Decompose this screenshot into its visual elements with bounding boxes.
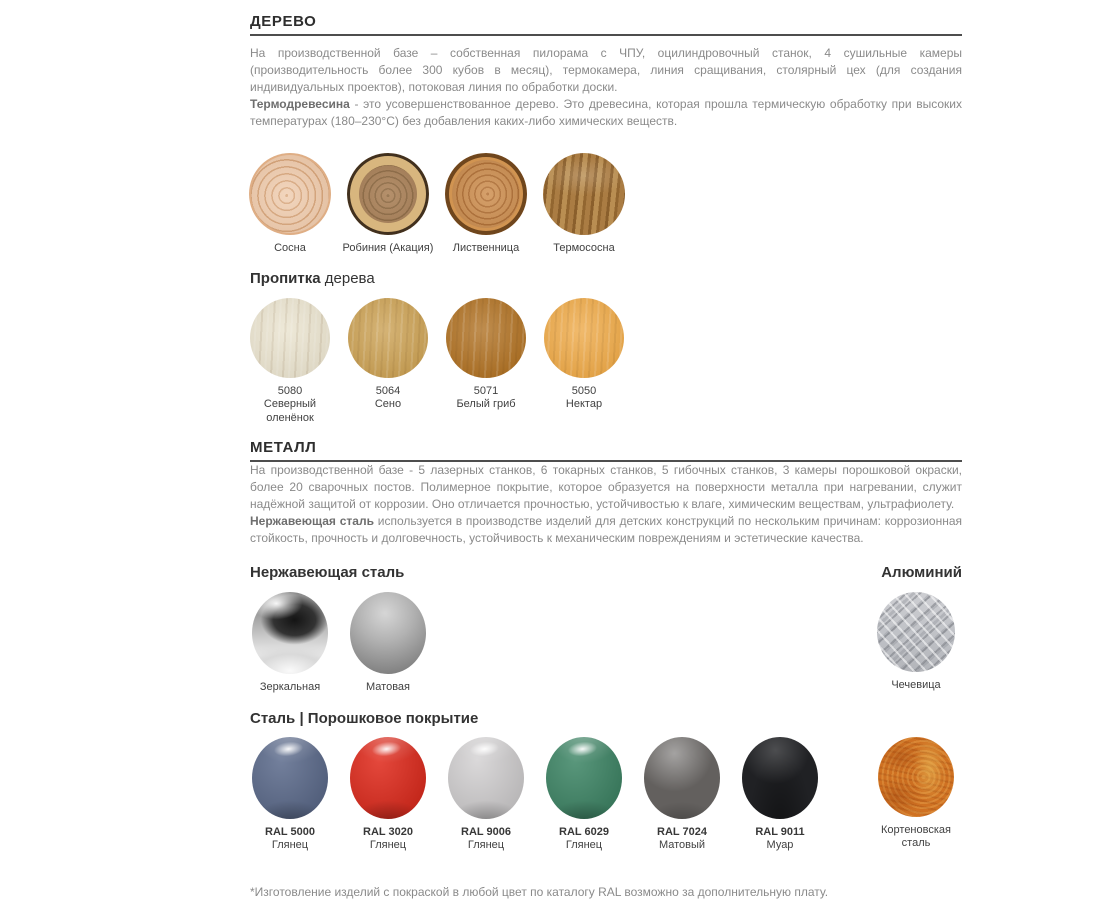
stain-swatch-5050 [535,298,633,426]
ral-code: RAL 7024 [657,825,707,838]
stain-code: 5071 [473,384,499,397]
stain-color-image [348,298,428,378]
stain-swatch-5064 [339,298,437,426]
ral-finish: Матовый [658,839,706,851]
stain-name: Сено [374,398,402,410]
wood-stain-heading [250,270,962,288]
ral-footnote: *Изготовление изделий с покраской в любой цвет по каталогу RAL возможно за дополнительную плату. [250,884,829,899]
stain-code: 5050 [571,384,597,397]
ral-finish: Глянец [565,839,603,851]
checker-plate-image [877,592,955,672]
thermopine-grain-image [543,153,625,235]
thermowood-description: - это усовершенствованное дерево. Это древесина, которая прошла термическую обработку при высоких температурах (180–230°С) без добавления каких-либо химических веществ. [250,97,962,128]
stain-color-image [250,298,330,378]
stain-code: 5080 [277,384,303,397]
stain-name: Северный оленёнок [263,398,317,424]
swatch-label: Робиния (Акация) [342,242,434,254]
stainless-steel-heading: Нержавеющая сталь [250,564,405,581]
swatch-label [461,826,511,853]
pine-cross-section-image [249,153,331,235]
powder-swatch-ral3020 [339,737,437,853]
wood-swatch-robinia [339,153,437,256]
powder-swatch-ral6029 [535,737,633,853]
corten-steel-swatch [870,737,962,853]
wood-species-row [241,153,962,256]
ral-9006-ball-image [448,737,524,819]
wood-swatch-pine [241,153,339,256]
wood-section-title: ДЕРЕВО [250,13,962,36]
swatch-label [265,826,315,853]
stainless-swatch-mirror [241,592,339,695]
swatch-label: Лиственница [452,242,520,254]
ral-code: RAL 9011 [755,825,805,838]
swatch-label [241,385,339,426]
swatch-label: Кортеновская сталь [881,823,951,849]
stainless-swatch-matte [339,592,437,695]
ral-code: RAL 9006 [461,825,511,838]
ral-finish: Муар [766,839,794,851]
robinia-cross-section-image [347,153,429,235]
swatch-label [657,826,707,853]
swatch-label: Сосна [274,242,306,254]
aluminum-swatch-checker [870,592,962,695]
ral-code: RAL 5000 [265,825,315,838]
metal-intro-paragraph: На производственной базе - 5 лазерных станков, 6 токарных станков, 5 гибочных станков, 3 камеры порошковой окраски, более 20 сварочных постов. Полимерное покрытие, которое образуется на поверхности металла при нагревании, служит надёжной защитой от коррозии. Оно отличается прочностью, устойчивостью к влаге, химическим веществам, ультрафиолету. [250,463,962,511]
stain-swatch-5080 [241,298,339,426]
swatch-label: Чечевица [891,679,941,691]
swatch-label: Термососна [553,242,615,254]
swatch-label [363,826,413,853]
swatch-label: Зеркальная [259,681,321,693]
ral-7024-ball-image [644,737,720,819]
powder-swatch-ral9011 [731,737,829,853]
ral-finish: Глянец [467,839,505,851]
ral-5000-ball-image [252,737,328,819]
stain-heading-bold: Пропитка [250,269,321,287]
metal-section-title: МЕТАЛЛ [250,439,962,462]
swatch-label [566,385,602,412]
wood-stain-row [241,298,962,426]
aluminum-heading: Алюминий [881,564,962,581]
powder-swatch-ral7024 [633,737,731,853]
stainless-term: Нержавеющая сталь [250,514,374,528]
stain-name: Нектар [565,398,603,410]
stainless-aluminum-row [241,592,962,695]
ral-code: RAL 3020 [363,825,413,838]
ral-6029-ball-image [546,737,622,819]
powder-coating-row [241,737,962,853]
swatch-label [755,826,804,853]
wood-swatch-larch [437,153,535,256]
ral-finish: Глянец [369,839,407,851]
powder-swatch-ral9006 [437,737,535,853]
thermowood-term: Термодревесина [250,97,350,111]
swatch-label: Матовая [366,681,410,693]
stain-heading-light: дерева [320,269,375,287]
corten-steel-image [878,737,954,817]
stain-name: Белый гриб [456,398,516,410]
stain-swatch-5071 [437,298,535,426]
swatch-label [559,826,609,853]
swatch-label [375,385,401,412]
catalog-page [250,0,962,899]
wood-swatch-thermopine [535,153,633,256]
metal-finish-headings [250,564,962,582]
wood-intro-paragraph: На производственной базе – собственная пилорама с ЧПУ, оцилиндровочный станок, 4 сушильные камеры (производительность более 300 кубов в месяц), термокамера, линия сращивания, столярный цех (для создания индивидуальных проектов), потоковая линия по обработки доски. [250,46,962,94]
ral-3020-ball-image [350,737,426,819]
stainless-description: используется в производстве изделий для детских конструкций по нескольким причинам: коррозионная стойкость, прочность и долговечность, устойчивость к механическим повреждениям и эстетические качества. [250,514,962,545]
powder-swatch-ral5000 [241,737,339,853]
stain-color-image [446,298,526,378]
matte-steel-ball-image [350,592,426,674]
ral-finish: Глянец [271,839,309,851]
stain-color-image [544,298,624,378]
mirror-steel-ball-image [252,592,328,674]
powder-coating-heading: Сталь | Порошковое покрытие [250,709,479,727]
ral-9011-ball-image [742,737,818,819]
stainless-paragraph [250,513,962,547]
ral-code: RAL 6029 [559,825,609,838]
larch-cross-section-image [445,153,527,235]
thermowood-paragraph [250,96,962,130]
swatch-label [456,385,515,412]
stain-code: 5064 [375,384,401,397]
